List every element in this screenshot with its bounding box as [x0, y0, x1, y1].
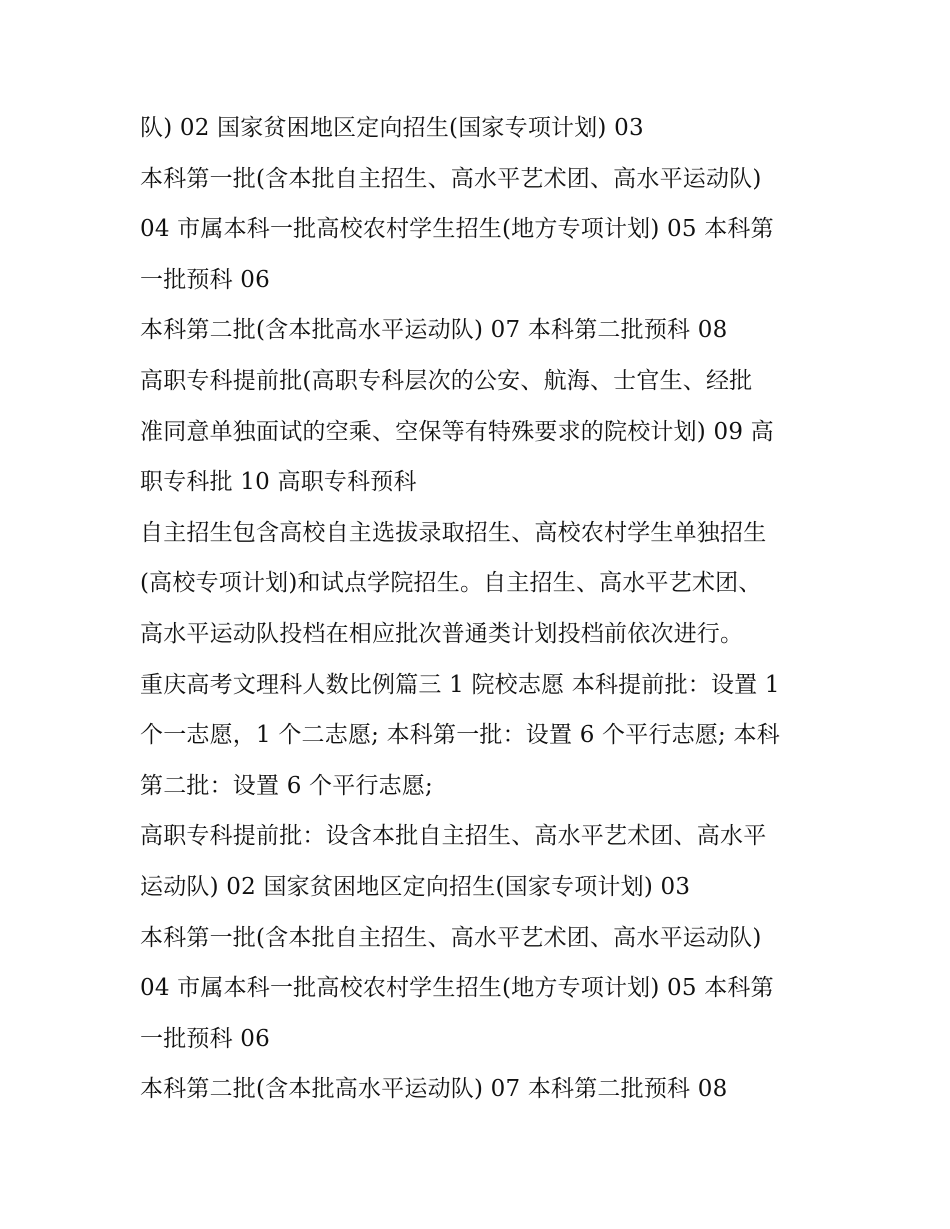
- text-line: 重庆高考文理科人数比例篇三 1 院校志愿 本科提前批：设置 1: [140, 671, 780, 698]
- text-line: 本科第一批(含本批自主招生、高水平艺术团、高水平运动队): [140, 924, 762, 951]
- text-line: 本科第二批(含本批高水平运动队) 07 本科第二批预科 08: [140, 317, 728, 344]
- text-line: 准同意单独面试的空乘、空保等有特殊要求的院校计划) 09 高: [140, 418, 774, 445]
- text-line: 自主招生包含高校自主选拔录取招生、高校农村学生单独招生: [140, 519, 767, 546]
- text-line: 高职专科提前批(高职专科层次的公安、航海、士官生、经批: [140, 367, 753, 394]
- text-line: 高水平运动队投档在相应批次普通类计划投档前依次进行。: [140, 620, 744, 647]
- text-line: 04 市属本科一批高校农村学生招生(地方专项计划) 05 本科第: [140, 975, 774, 1002]
- text-line: 本科第一批(含本批自主招生、高水平艺术团、高水平运动队): [140, 165, 762, 192]
- text-line: (高校专项计划)和试点学院招生。自主招生、高水平艺术团、: [140, 570, 762, 597]
- text-line: 个一志愿，1 个二志愿; 本科第一批：设置 6 个平行志愿; 本科: [140, 722, 780, 749]
- text-line: 一批预科 06: [140, 266, 270, 293]
- text-line: 本科第二批(含本批高水平运动队) 07 本科第二批预科 08: [140, 1076, 728, 1103]
- text-line: 运动队) 02 国家贫困地区定向招生(国家专项计划) 03: [140, 873, 691, 900]
- text-line: 一批预科 06: [140, 1025, 270, 1052]
- body-text: [140, 103, 820, 1115]
- text-line: 第二批：设置 6 个平行志愿;: [140, 772, 434, 799]
- text-line: 高职专科提前批：设含本批自主招生、高水平艺术团、高水平: [140, 823, 767, 850]
- text-line: 职专科批 10 高职专科预科: [140, 469, 417, 496]
- text-line: 队) 02 国家贫困地区定向招生(国家专项计划) 03: [140, 115, 644, 141]
- text-line: 04 市属本科一批高校农村学生招生(地方专项计划) 05 本科第: [140, 216, 774, 243]
